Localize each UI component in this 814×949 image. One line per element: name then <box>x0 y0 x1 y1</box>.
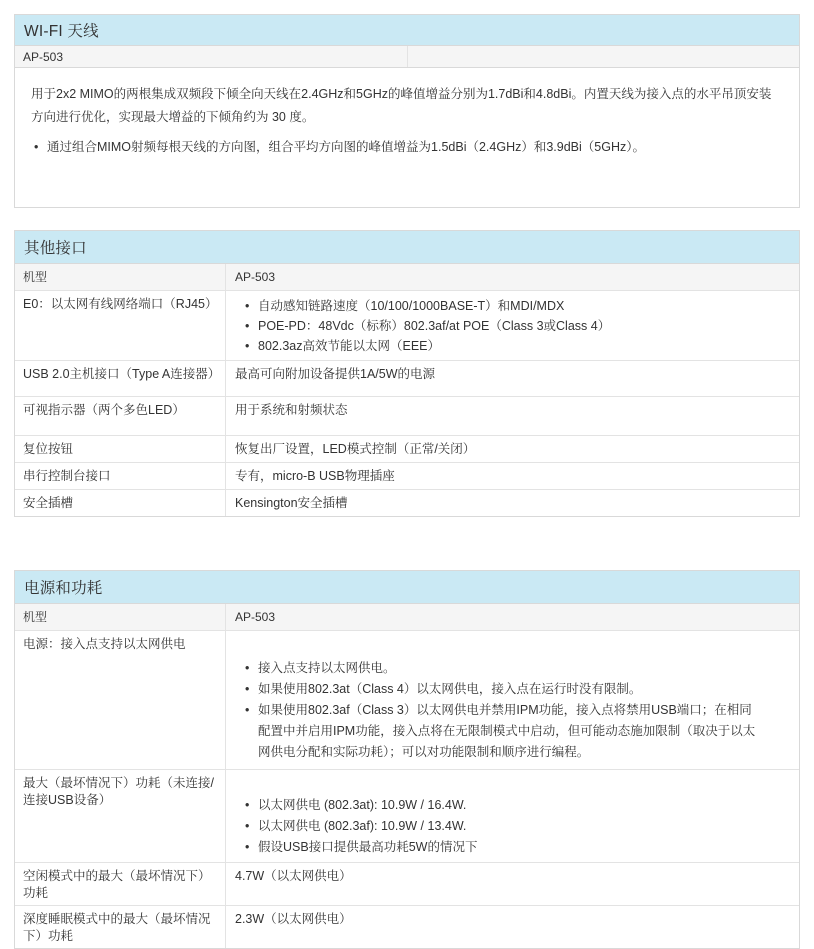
section-title: 其他接口 <box>24 240 87 257</box>
section-other-interfaces <box>14 230 800 517</box>
spec-label: E0：以太网有线网络端口（RJ45） <box>15 291 226 360</box>
spec-value: 4.7W（以太网供电） <box>235 869 352 883</box>
spec-row <box>15 435 799 462</box>
spec-label: 空闲模式中的最大（最坏情况下）功耗 <box>15 863 226 905</box>
spec-row <box>15 290 799 360</box>
model-subheader-row <box>15 46 799 68</box>
spec-value <box>226 631 799 769</box>
spec-bullet-item: • 以太网供电 (802.3at): 10.9W / 16.4W. <box>245 795 761 816</box>
model-value: AP-503 <box>235 270 276 284</box>
spec-bullet-item: • 接入点支持以太网供电。 <box>245 658 761 679</box>
spec-value <box>226 291 799 360</box>
model-label: 机型 <box>15 264 226 290</box>
spec-value: 恢复出厂设置，LED模式控制（正常/关闭） <box>235 442 476 456</box>
spec-row <box>15 769 799 862</box>
section-header-other-interfaces <box>15 231 799 264</box>
spec-label: 电源：接入点支持以太网供电 <box>15 631 226 769</box>
spec-label: 可视指示器（两个多色LED） <box>15 397 226 435</box>
spec-bullet-list <box>235 296 761 356</box>
spec-label: 深度睡眠模式中的最大（最坏情况下）功耗 <box>15 906 226 948</box>
section-title: 电源和功耗 <box>24 580 103 597</box>
spec-bullet-item: • 自动感知链路速度（10/100/1000BASE-T）和MDI/MDX <box>245 296 761 316</box>
spec-bullet-item: • POE-PD：48Vdc（标称）802.3af/at POE（Class 3或Class 4） <box>245 316 761 336</box>
spec-row <box>15 396 799 435</box>
model-value: AP-503 <box>235 610 276 624</box>
antenna-description <box>15 68 799 207</box>
spec-row <box>15 462 799 489</box>
model-name: AP-503 <box>23 49 64 64</box>
antenna-paragraph: 用于2x2 MIMO的两根集成双频段下倾全向天线在2.4GHz和5GHz的峰值增益分别为1.7dBi和4.8dBi。内置天线为接入点的水平吊顶安装方向进行优化，实现最大增益的下倾角约为 30 度。 <box>31 87 772 124</box>
section-power-consumption <box>14 570 800 949</box>
spec-row <box>15 630 799 769</box>
spec-bullet-list <box>235 658 761 763</box>
spec-bullet-item: • 假设USB接口提供最高功耗5W的情况下 <box>245 837 761 858</box>
spec-value: 2.3W（以太网供电） <box>235 912 352 926</box>
spec-value <box>226 770 799 862</box>
spec-value: Kensington安全插槽 <box>235 496 348 510</box>
section-title: WI-FI 天线 <box>24 23 99 40</box>
section-wifi-antenna <box>14 14 800 208</box>
spec-bullet-item: • 以太网供电 (802.3af): 10.9W / 13.4W. <box>245 816 761 837</box>
spec-value: 最高可向附加设备提供1A/5W的电源 <box>235 367 436 381</box>
spec-label: 串行控制台接口 <box>15 463 226 489</box>
spec-row <box>15 489 799 516</box>
spec-bullet-item: • 如果使用802.3at（Class 4）以太网供电，接入点在运行时没有限制。 <box>245 679 761 700</box>
spec-value: 用于系统和射频状态 <box>235 403 348 417</box>
antenna-bullet-item: • 通过组合MIMO射频每根天线的方向图，组合平均方向图的峰值增益为1.5dBi（2.4GHz）和3.9dBi（5GHz）。 <box>34 136 773 159</box>
spec-label: 安全插槽 <box>15 490 226 516</box>
section-header-power-consumption <box>15 571 799 604</box>
spec-bullet-item: • 如果使用802.3af（Class 3）以太网供电并禁用IPM功能，接入点将禁用USB端口；在相同配置中并启用IPM功能，接入点将在无限制模式中启动，但可能动态施加限制（取决于以太网供电分配和实际功耗）；可以对功能限制和顺序进行编程。 <box>245 700 761 763</box>
antenna-bullet-list <box>31 136 773 159</box>
other-interfaces-table <box>15 264 799 516</box>
spec-row <box>15 905 799 948</box>
model-header-row <box>15 604 799 630</box>
spec-label: 复位按钮 <box>15 436 226 462</box>
power-consumption-table <box>15 604 799 948</box>
model-header-row <box>15 264 799 290</box>
spec-bullet-item: • 802.3az高效节能以太网（EEE） <box>245 336 761 356</box>
section-header-wifi-antenna <box>15 15 799 46</box>
spec-bullet-list <box>235 795 761 858</box>
spec-label: USB 2.0主机接口（Type A连接器） <box>15 361 226 396</box>
spec-row <box>15 360 799 396</box>
model-label: 机型 <box>15 604 226 630</box>
spec-label: 最大（最坏情况下）功耗（未连接/连接USB设备） <box>15 770 226 862</box>
spec-value: 专有，micro-B USB物理插座 <box>235 469 395 483</box>
spec-row <box>15 862 799 905</box>
